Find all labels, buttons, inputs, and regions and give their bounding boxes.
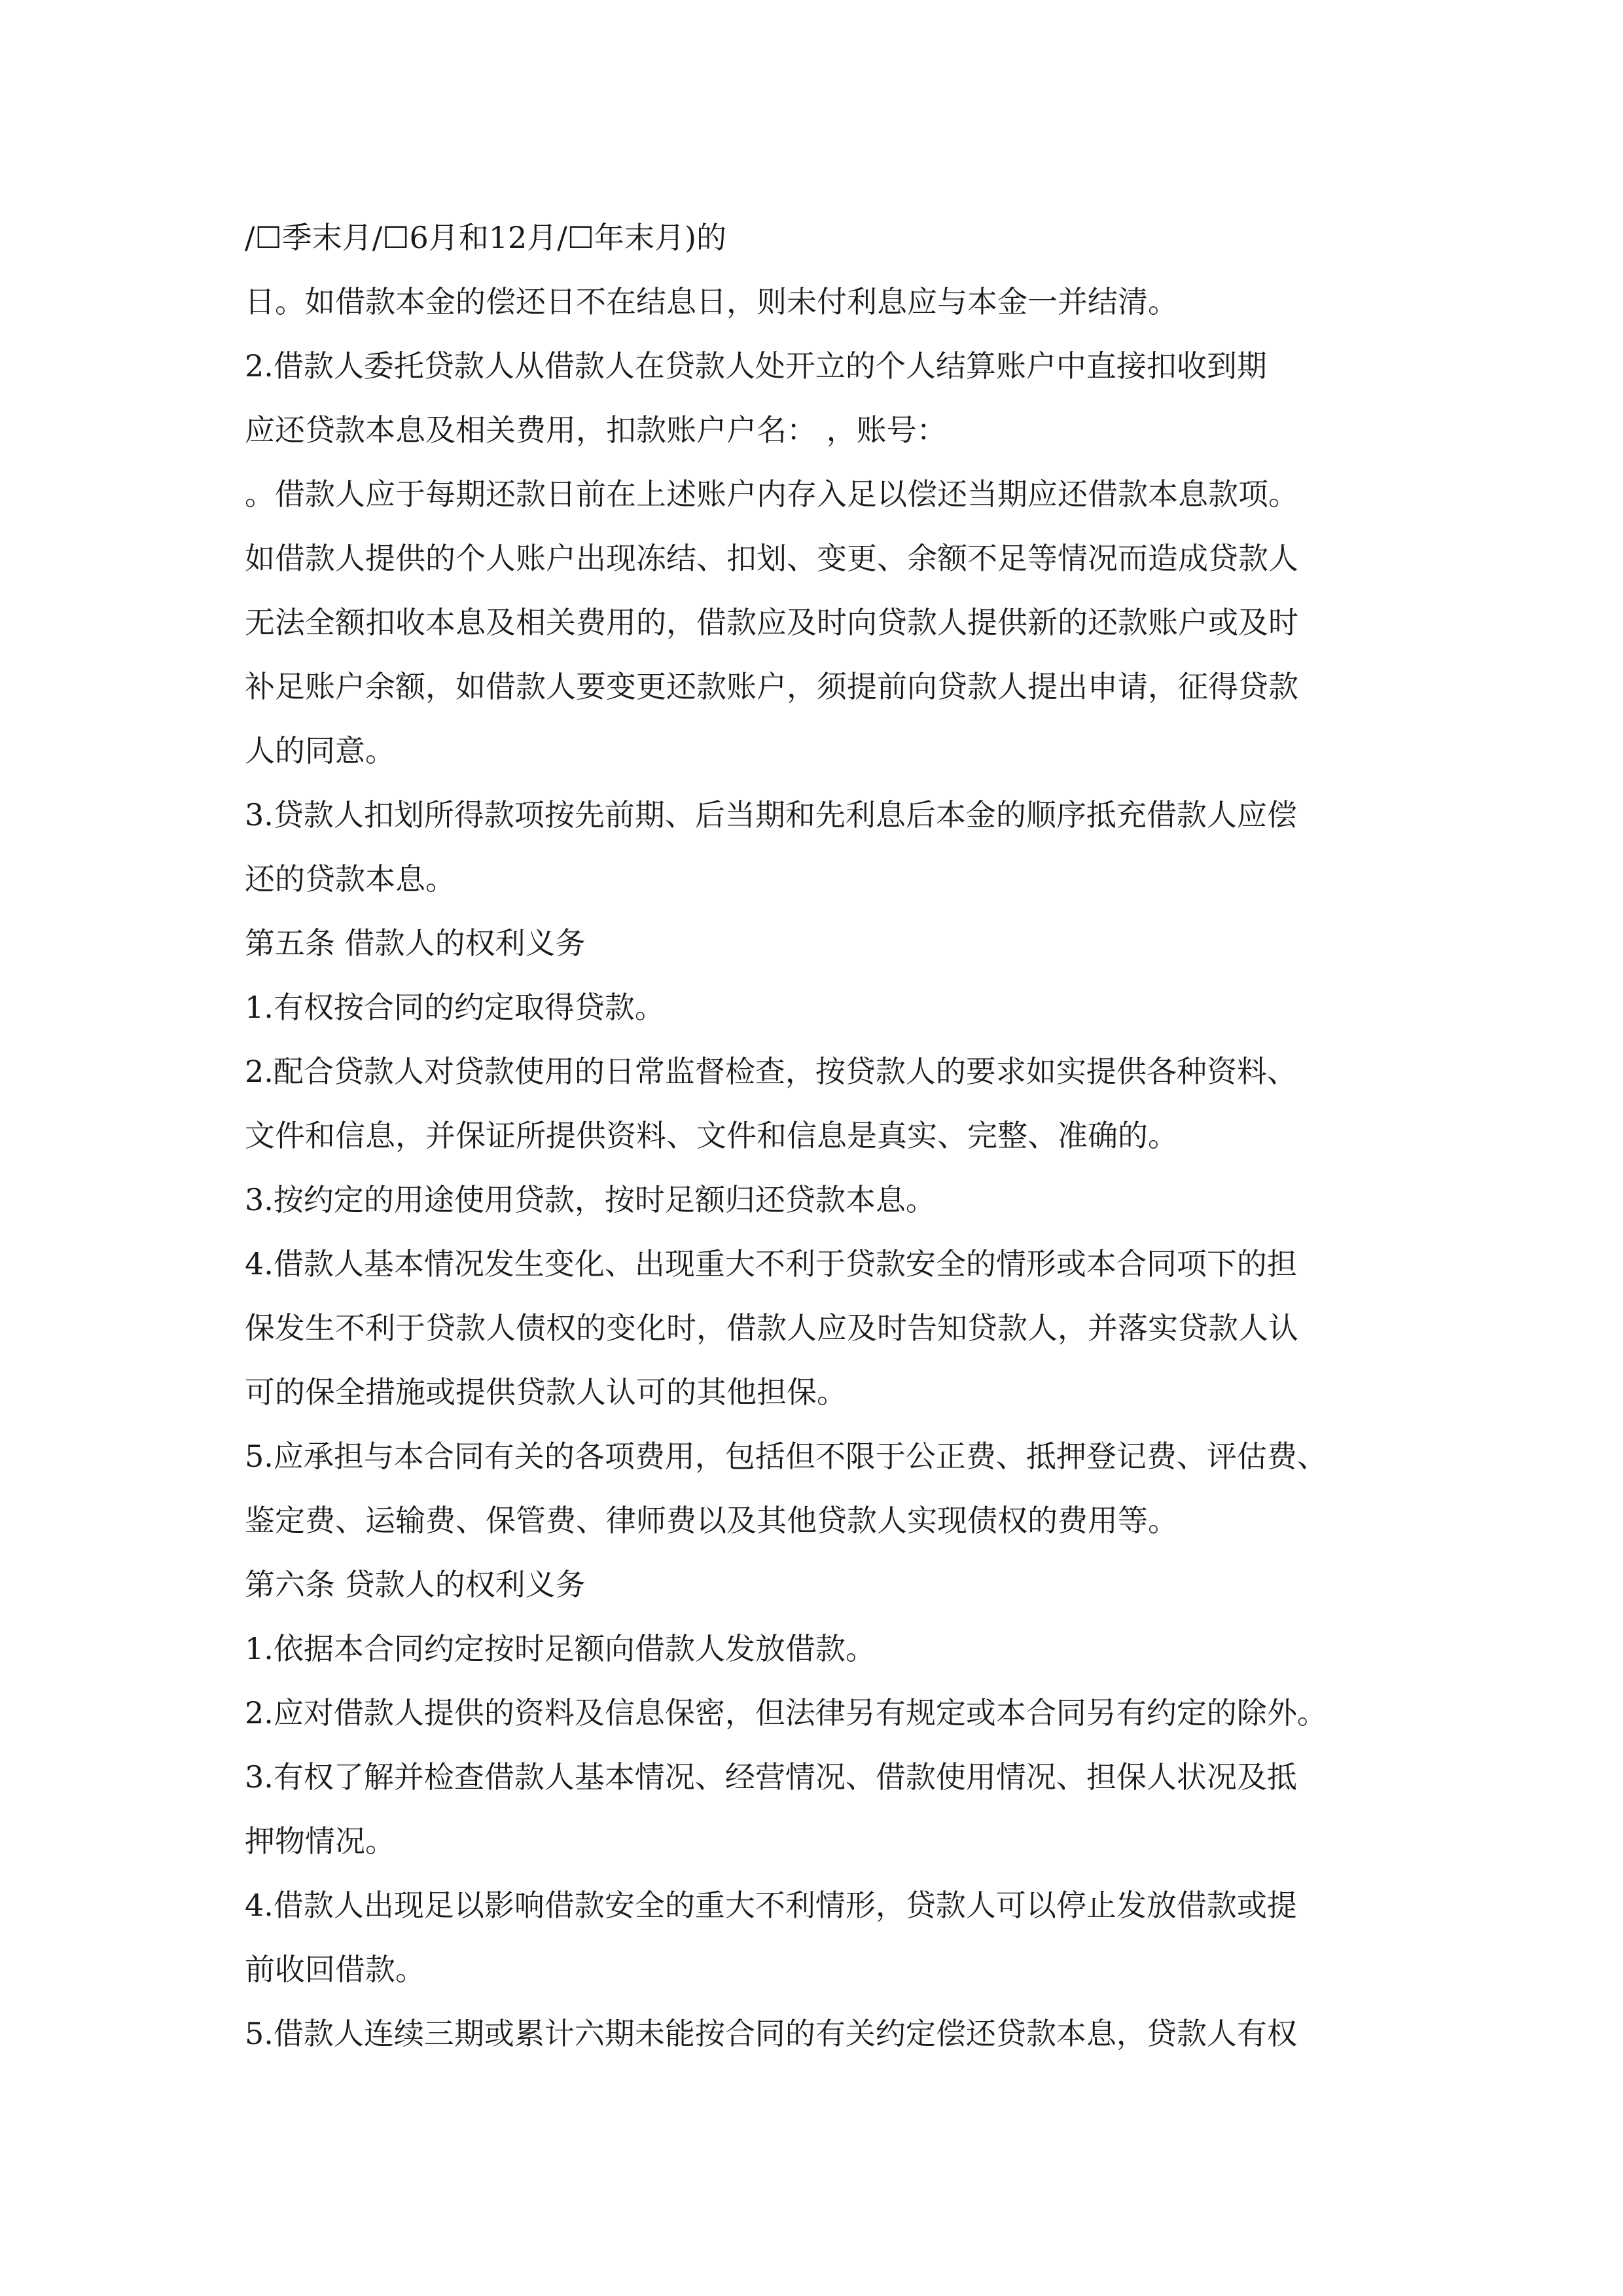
text-line: 3.按约定的用途使用贷款，按时足额归还贷款本息。 <box>245 1182 936 1217</box>
text-line: 补足账户余额，如借款人要变更还款账户，须提前向贷款人提出申请，征得贷款 <box>245 669 1298 704</box>
text-line: /☐季末月/☐6月和12月/☐年末月)的 <box>245 220 726 255</box>
text-line: 5.借款人连续三期或累计六期未能按合同的有关约定偿还贷款本息，贷款人有权 <box>245 2016 1297 2051</box>
text-line: 日。如借款本金的偿还日不在结息日，则未付利息应与本金一并结清。 <box>245 284 1178 319</box>
text-line: 2.应对借款人提供的资料及信息保密，但法律另有规定或本合同另有约定的除外。 <box>245 1695 1327 1731</box>
text-line: 2.配合贷款人对贷款使用的日常监督检查，按贷款人的要求如实提供各种资料、 <box>245 1054 1297 1089</box>
text-line: 前收回借款。 <box>245 1952 425 1987</box>
text-line: 5.应承担与本合同有关的各项费用，包括但不限于公正费、抵押登记费、评估费、 <box>245 1439 1327 1474</box>
text-line: 可的保全措施或提供贷款人认可的其他担保。 <box>245 1374 847 1410</box>
text-line: 4.借款人出现足以影响借款安全的重大不利情形，贷款人可以停止发放借款或提 <box>245 1888 1297 1923</box>
text-line: 。借款人应于每期还款日前在上述账户内存入足以偿还当期应还借款本息款项。 <box>245 476 1298 512</box>
text-line: 文件和信息，并保证所提供资料、文件和信息是真实、完整、准确的。 <box>245 1118 1178 1153</box>
text-line: 如借款人提供的个人账户出现冻结、扣划、变更、余额不足等情况而造成贷款人 <box>245 541 1298 576</box>
text-line: 人的同意。 <box>245 733 395 768</box>
text-line: 鉴定费、运输费、保管费、律师费以及其他贷款人实现债权的费用等。 <box>245 1503 1178 1538</box>
text-line: 无法全额扣收本息及相关费用的，借款应及时向贷款人提供新的还款账户或及时 <box>245 605 1298 640</box>
text-line: 押物情况。 <box>245 1823 395 1859</box>
section-heading: 第五条 借款人的权利义务 <box>245 925 586 961</box>
text-line: 2.借款人委托贷款人从借款人在贷款人处开立的个人结算账户中直接扣收到期 <box>245 348 1267 384</box>
text-line: 3.贷款人扣划所得款项按先前期、后当期和先利息后本金的顺序抵充借款人应偿 <box>245 797 1297 833</box>
text-line: 应还贷款本息及相关费用，扣款账户户名： ，账号： <box>245 412 947 448</box>
document-body <box>245 206 1410 2066</box>
section-heading: 第六条 贷款人的权利义务 <box>245 1567 586 1602</box>
text-line: 保发生不利于贷款人债权的变化时，借款人应及时告知贷款人，并落实贷款人认 <box>245 1310 1298 1346</box>
text-line: 4.借款人基本情况发生变化、出现重大不利于贷款安全的情形或本合同项下的担 <box>245 1246 1297 1282</box>
text-line: 1.依据本合同约定按时足额向借款人发放借款。 <box>245 1631 876 1666</box>
text-line: 3.有权了解并检查借款人基本情况、经营情况、借款使用情况、担保人状况及抵 <box>245 1759 1297 1795</box>
text-line: 还的贷款本息。 <box>245 861 455 897</box>
text-line: 1.有权按合同的约定取得贷款。 <box>245 990 665 1025</box>
